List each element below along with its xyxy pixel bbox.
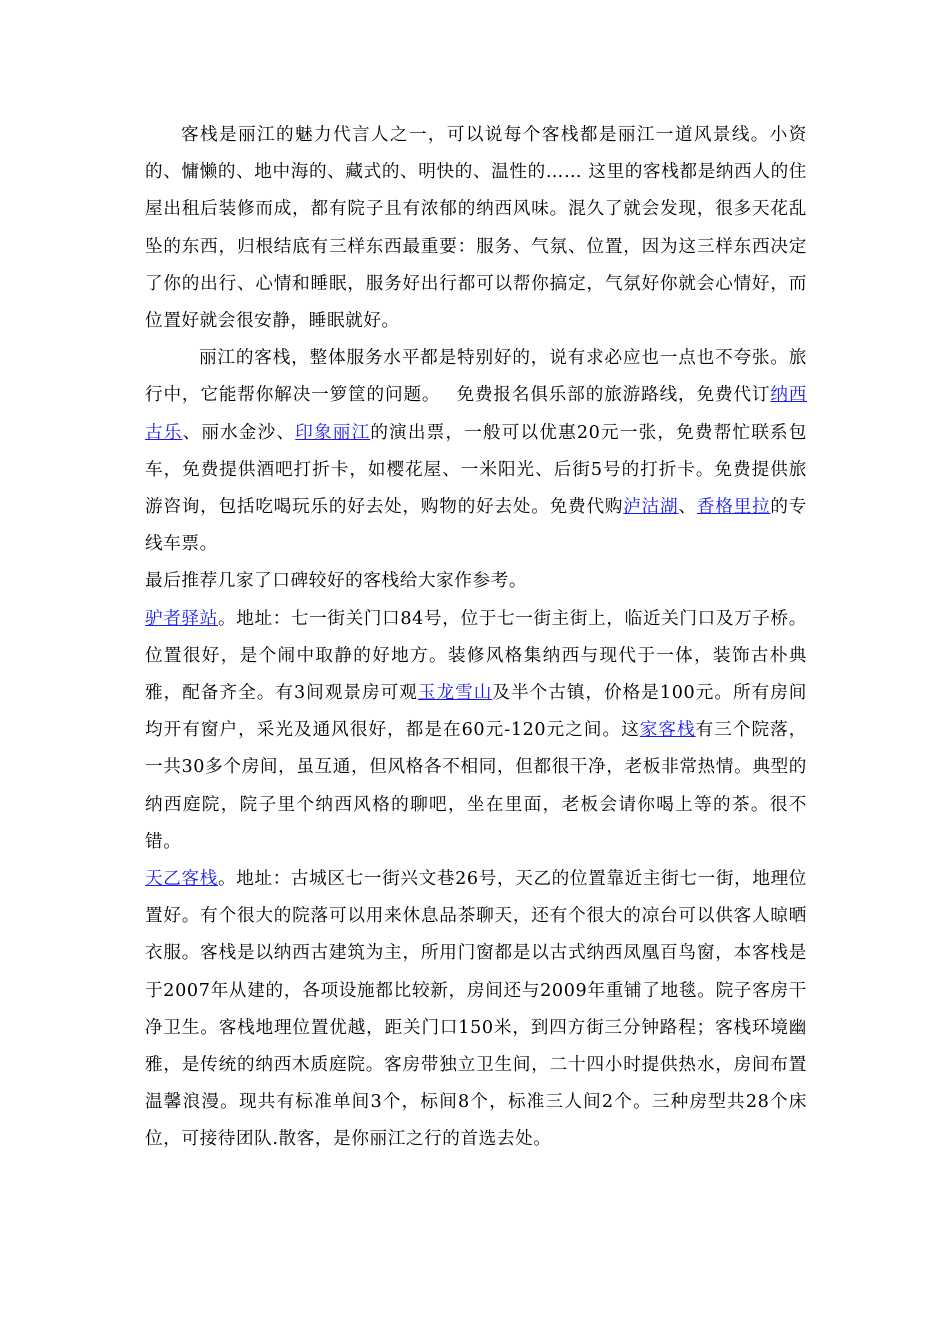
paragraph-services xyxy=(145,340,807,563)
link-tianyi-inn[interactable]: 天乙客栈 xyxy=(145,869,218,890)
link-shangri-la[interactable]: 香格里拉 xyxy=(696,497,771,518)
services-text-2: 、丽水金沙、 xyxy=(182,422,296,443)
paragraph-inn-tianyi xyxy=(145,861,807,1159)
paragraph-recommendation-intro: 最后推荐几家了口碑较好的客栈给大家作参考。 xyxy=(145,571,528,592)
lvzhe-text-3: 有三个院落，一共30多个房间，虽互通，但风格各不相同，但都很干净，老板非常热情。典型的纳西庭院，院子里个纳西风格的聊吧，坐在里面，老板会请你喝上等的茶。很不错。 xyxy=(145,720,807,852)
link-yulong-snow-mountain[interactable]: 玉龙雪山 xyxy=(417,683,493,704)
services-text-3: 的演出票，一般可以优惠20元一张，免费帮忙联系包车，免费提供酒吧打折卡，如樱花屋、一米阳光、后街5号的打折卡。免费提供旅游咨询，包括吃喝玩乐的好去处，购物的好去处。免费代购 xyxy=(145,422,808,518)
services-text-1: 丽江的客栈，整体服务水平都是特别好的，说有求必应也一点也不夸张。旅行中，它能帮你解决一箩筐的问题。 免费报名俱乐部的旅游路线，免费代订 xyxy=(145,348,807,406)
link-naxi-music[interactable]: 纳西古乐 xyxy=(145,385,807,443)
tianyi-text-1: 。地址：古城区七一街兴文巷26号，天乙的位置靠近主街七一街，地理位置好。有个很大的院落可以用来休息品茶聊天，还有个很大的凉台可以供客人晾晒衣服。客栈是以纳西古建筑为主，所用门窗都是以古式纳西凤凰百鸟窗，本客栈是于2007年从建的，各项设施都比较新，房间还与2009年重铺了地毯。院子客房干净卫生。客栈地理位置优越，距关门口150米，到四方街三分钟路程；客栈环境幽雅，是传统的纳西木质庭院。客房带独立卫生间，二十四小时提供热水，房间布置温馨浪漫。现共有标准单间3个，标间8个，标准三人间2个。三种房型共28个床位，可接待团队.散客，是你丽江之行的首选去处。 xyxy=(145,869,807,1150)
link-inn[interactable]: 家客栈 xyxy=(639,720,696,741)
link-impression-lijiang[interactable]: 印象丽江 xyxy=(295,422,371,443)
services-text-4: 、 xyxy=(678,497,697,518)
services-text-5: 的专线车票。 xyxy=(145,497,807,555)
link-lugu-lake[interactable]: 泸沽湖 xyxy=(623,497,679,518)
link-lvzhe-inn[interactable]: 驴者驿站 xyxy=(145,608,218,629)
paragraph-intro: 客栈是丽江的魅力代言人之一，可以说每个客栈都是丽江一道风景线。小资的、慵懒的、地中海的、藏式的、明快的、温性的…… 这里的客栈都是纳西人的住屋出租后装修而成，都有院子且有浓郁的纳西风味。混久了就会发现，很多天花乱坠的东西，归根结底有三样东西最重要：服务、气氛、位置，因为这三样东西决定了你的出行、心情和睡眠，服务好出行都可以帮你搞定，气氛好你就会心情好，而位置好就会很安静，睡眠就好。 xyxy=(145,125,807,332)
document-body xyxy=(145,117,807,1159)
lvzhe-text-1: 。地址：七一街关门口84号，位于七一街主街上，临近关门口及万子桥。位置很好，是个闹中取静的好地方。装修风格集纳西与现代于一体，装饰古朴典雅，配备齐全。有3间观景房可观 xyxy=(145,608,807,704)
paragraph-inn-lvzhe xyxy=(145,601,807,861)
lvzhe-text-2: 及半个古镇，价格是100元。所有房间均开有窗户，采光及通风很好，都是在60元-120元之间。这 xyxy=(145,683,808,741)
